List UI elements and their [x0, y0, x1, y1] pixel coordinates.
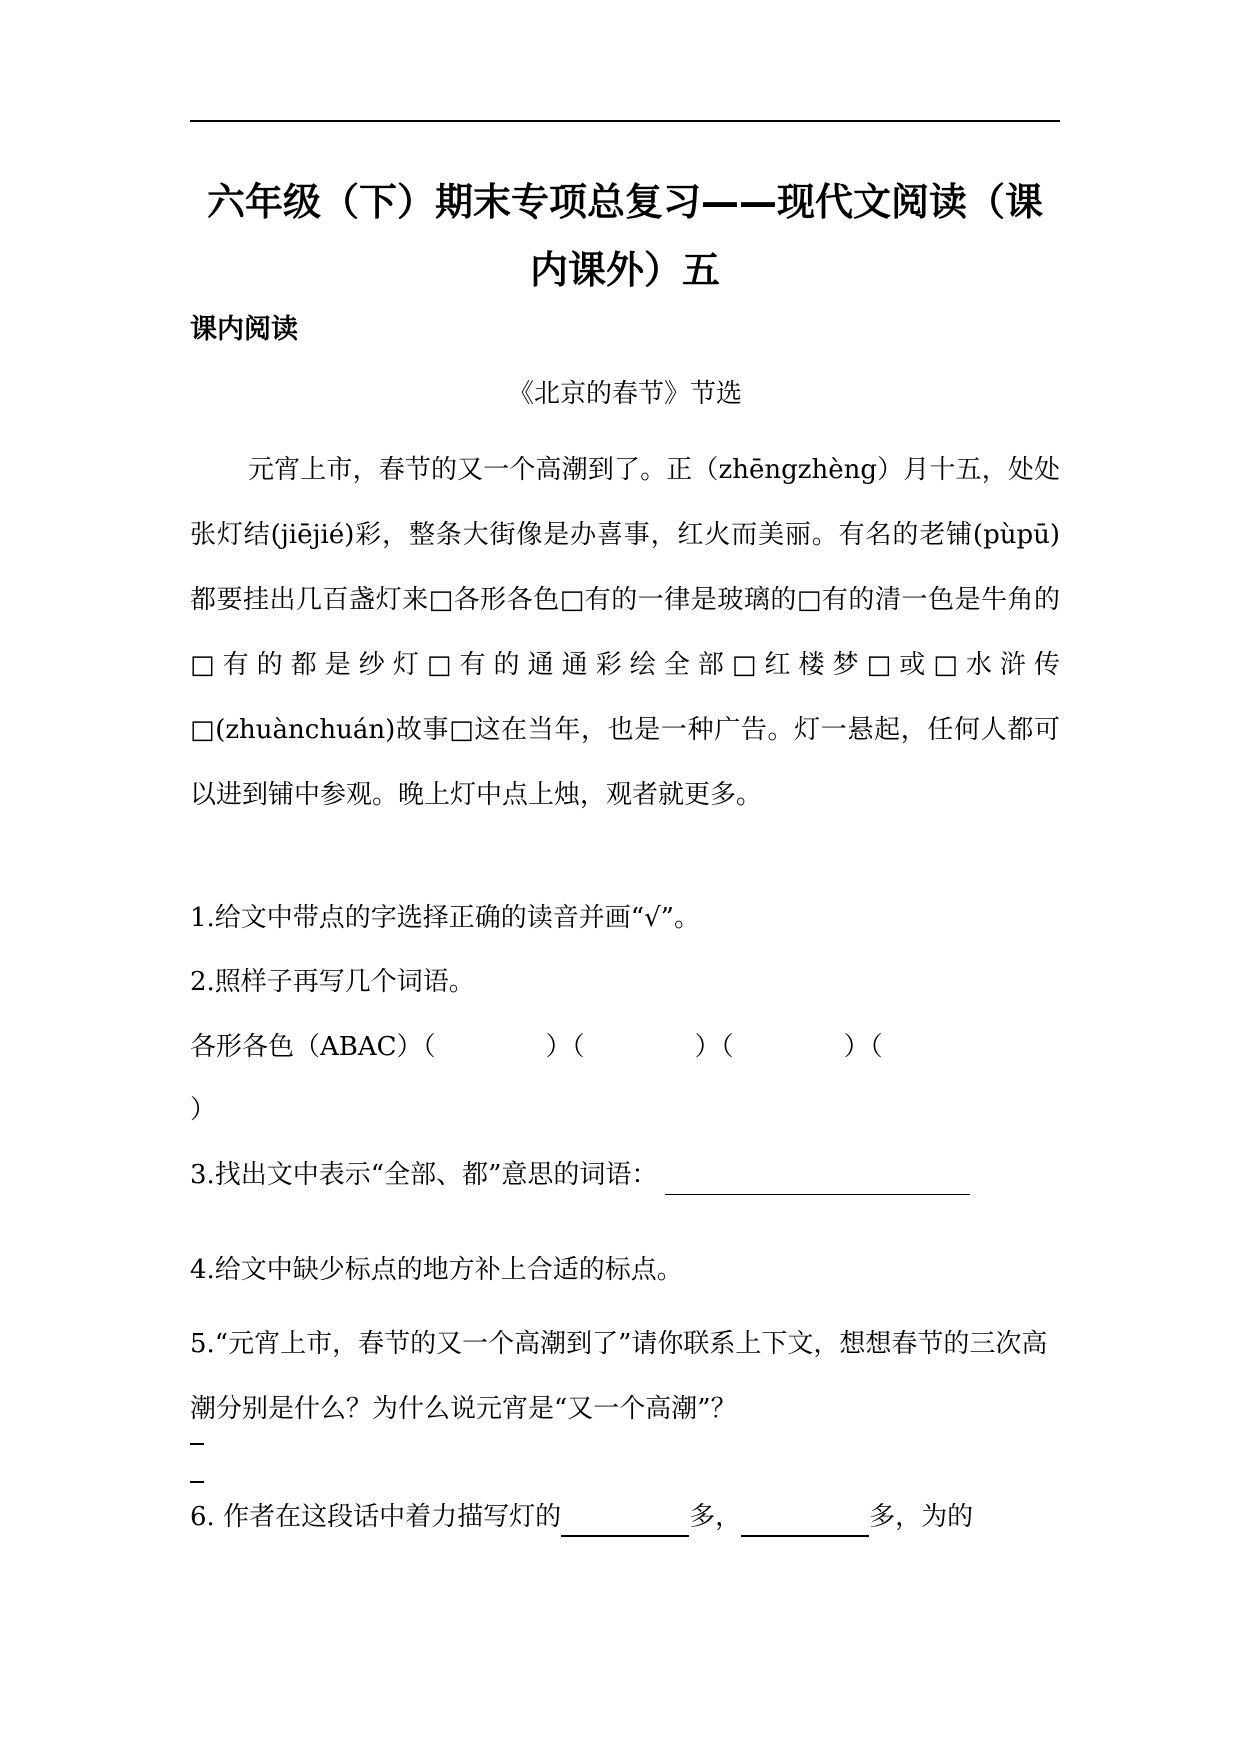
answer-paren-close: ）: [190, 1095, 217, 1125]
top-rule: [190, 120, 1060, 122]
document-page: [190, 0, 1060, 1754]
fill-blank[interactable]: [741, 1505, 869, 1537]
document-title: 六年级（下）期末专项总复习——现代文阅读（课内课外）五: [206, 180, 1043, 292]
answer-paren-open: （: [869, 1032, 883, 1062]
question-3-text: 3.找出文中表示“全部、都”意思的词语：: [190, 1160, 658, 1190]
question-1: 1.给文中带点的字选择正确的读音并画“√”。: [190, 903, 700, 933]
answer-line[interactable]: [190, 1443, 204, 1445]
question-6-text: 6. 作者在这段话中着力描写灯的: [190, 1502, 562, 1532]
passage-title: 《北京的春节》节选: [507, 379, 742, 409]
fill-blank[interactable]: [561, 1505, 689, 1537]
question-2-sample: 各形各色（ABAC）: [190, 1032, 423, 1062]
answer-paren-close: ）: [843, 1032, 870, 1062]
question-2-sample-row: [190, 1027, 1060, 1067]
answer-line[interactable]: [665, 1164, 970, 1195]
section-heading: 课内阅读: [190, 314, 298, 345]
question-2: 2.照样子再写几个词语。: [190, 967, 475, 997]
question-6-text: 多，为的: [869, 1502, 974, 1532]
question-2-wrap: [190, 1090, 1060, 1130]
answer-paren-close: ）: [694, 1032, 721, 1062]
question-3: [190, 1155, 1060, 1195]
answer-paren-close: ）: [545, 1032, 572, 1062]
question-6: [190, 1497, 1060, 1537]
question-5: 5.“元宵上市，春节的又一个高潮到了”请你联系上下文，想想春节的三次高潮分别是什么？为什么说元宵是“又一个高潮”？: [190, 1329, 1048, 1424]
answer-paren-open: （: [720, 1032, 734, 1062]
answer-paren-open: （: [422, 1032, 436, 1062]
answer-paren-open: （: [571, 1032, 585, 1062]
passage-text: 元宵上市，春节的又一个高潮到了。正（zhēngzhèng）月十五，处处张灯结(jiējié)彩，整条大街像是办喜事，红火而美丽。有名的老铺(pùpū)都要挂出几百盏灯来□各形各色□有的一律是玻璃的□有的清一色是牛角的□有的都是纱灯□有的通通彩绘全部□红楼梦□或□水浒传□(zhuànchuán)故事□这在当年，也是一种广告。灯一悬起，任何人都可以进到铺中参观。晚上灯中点上烛，观者就更多。: [190, 455, 1060, 810]
answer-line[interactable]: [190, 1481, 204, 1483]
question-4: 4.给文中缺少标点的地方补上合适的标点。: [190, 1255, 683, 1285]
question-6-text: 多，: [689, 1502, 742, 1532]
